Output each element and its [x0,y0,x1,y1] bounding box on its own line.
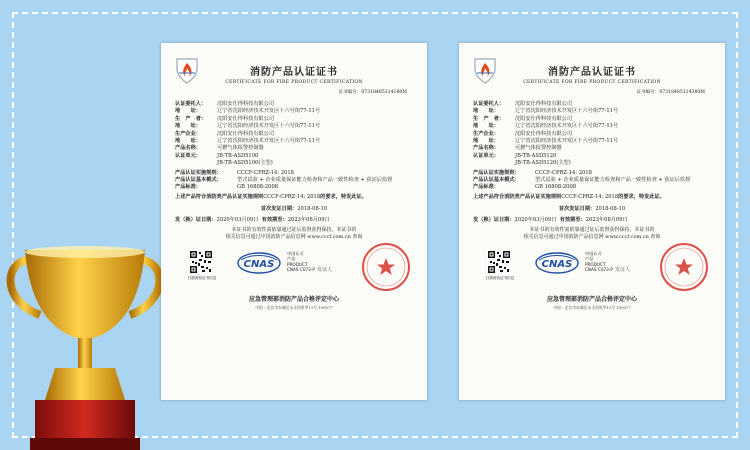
row-value: GB 16808-2008 [237,184,279,191]
row-value: 型式试验 + 企业质量保证能力检查和产品一致性检查 + 获证后监督 [535,177,691,184]
row-value: JB-TB-ASD5120 [515,152,557,159]
row-value: 沈阳安仕得科技有限公司 [515,130,573,137]
qr-code-icon[interactable] [487,250,511,274]
row-value: 沈阳安仕得科技有限公司 [217,115,275,122]
row-value: 辽宁省沈阳经济技术开发区十六号街77-11号 [217,108,321,115]
row-value: 辽宁省沈阳经济技术开发区十六号街77-11号 [515,108,619,115]
row-label: 产品标准： [175,184,201,191]
row-label: 认证单元： [175,152,201,159]
row-label: 生产企业： [175,130,201,137]
validity-note: 本证书的有效性需依靠通过证后监督获得保持。本证书的 相关信息可通过中国消防产品信息网 www.cccf.com.cn 查询 [523,227,661,241]
conclusion-text: 上述产品符合消防类产品认证实施规则CCCF-CPRZ-14: 2018的要求，特发此证。 [175,193,367,200]
validity-note: 本证书的有效性需依靠通过证后监督获得保持。本证书的 相关信息可通过中国消防产品信息网 www.cccf.com.cn 查询 [225,227,363,241]
row-label: 产品标准： [473,184,499,191]
certificate-right [459,43,725,400]
row-value: JB-TB-ASD5120(主型) [515,160,571,167]
first-issue-date: 首次发证日期：2018-08-10 [558,206,626,213]
organization-address: 中国・北京市东城区永丰西里甲11号 100077 [553,304,631,310]
organization-address: 中国・北京市东城区永丰西里甲11号 100077 [255,304,333,310]
certificate-row [175,108,413,115]
certificate-row [175,177,413,184]
issuing-organization: 应急管理部消防产品合格评定中心 [248,295,339,303]
cnas-logo [535,252,579,274]
row-value: CCCF-CPRZ-14: 2018 [237,169,294,176]
row-value: 辽宁省沈阳经济技术开发区十六号街77-11号 [217,138,321,145]
svg-text:CNAS: CNAS [243,258,275,270]
row-label: 认证单元： [473,152,499,159]
certificate-row [473,160,711,167]
issuing-organization: 应急管理部消防产品合格评定中心 [546,295,637,303]
signature: 发证人 [317,266,333,273]
certificate-row [473,131,711,138]
row-label [473,160,515,167]
certificate-subtitle: CERTIFICATE FOR FIRE PRODUCT CERTIFICATION [523,80,661,85]
row-value: CCCF-CPRZ-14: 2018 [535,169,592,176]
row-label: 产品认证实施规则： [473,169,520,176]
row-value: 可燃气体报警控制器 [515,145,562,152]
row-label: 产品认证基本模式： [175,177,222,184]
row-label: 地 址： [473,123,499,130]
row-label: 认证委托人： [473,101,505,107]
row-label: 地 址： [175,123,201,130]
row-label: 认证委托人： [175,101,207,107]
row-label: 生产企业： [473,130,499,137]
certificate-footer [473,248,711,294]
row-value: 辽宁省沈阳经济技术开发区十六号街77-11号 [515,123,619,130]
certificate-row [473,153,711,160]
certificate-row [473,123,711,130]
row-value: 沈阳安仕得科技有限公司 [217,130,275,137]
qr-code-icon[interactable] [189,250,213,274]
row-label: 地 址： [175,108,201,115]
certificate-title: 消防产品认证证书 [548,67,636,78]
issue-dates: 发（换）证日期：2020年03月09日 有效期至：2023年08月09日 [473,217,628,224]
certificate-number: 证书编号：07318485114180M [338,90,407,95]
certificate-row [473,177,711,184]
row-label [175,160,217,167]
qr-code-label: 扫描查验证书信息 [485,275,515,280]
certificate-row [473,108,711,115]
certificate-number: 证书编号：07318485114380M [636,90,705,95]
row-value: GB 16808-2008 [535,184,577,191]
row-label: 地 址： [473,108,499,115]
row-value: 辽宁省沈阳经济技术开发区十六号街77-11号 [515,138,619,145]
row-label: 产品认证实施规则： [175,169,222,176]
certificate-rows [473,101,711,192]
certificate-row [473,145,711,152]
row-label: 生 产 者： [175,115,207,122]
issue-dates: 发（换）证日期：2020年03月09日 有效期至：2023年08月09日 [175,217,330,224]
row-label: 产品名称： [175,145,201,152]
official-seal-icon [361,242,411,292]
fire-emblem-icon [471,55,499,85]
trophy-icon [0,240,170,450]
certificate-row [175,131,413,138]
cnas-logo [237,252,281,274]
official-seal-icon [659,242,709,292]
first-issue-date: 首次发证日期：2018-08-10 [260,206,328,213]
certificate-row [473,170,711,177]
certificate-row [175,184,413,191]
row-value: 沈阳安仕得科技有限公司 [515,101,573,107]
fire-emblem-icon [173,55,201,85]
row-label: 产品名称： [473,145,499,152]
row-value: 沈阳安仕得科技有限公司 [515,115,573,122]
certificate-row [175,160,413,167]
certificate-row [473,184,711,191]
certificate-left [161,43,427,400]
row-value: 可燃气体报警控制器 [217,145,264,152]
certificate-title: 消防产品认证证书 [250,67,338,78]
certificate-row [175,138,413,145]
cnas-text: 中国认可 产品 PRODUCT CNAS C073-P [287,250,315,272]
conclusion-text: 上述产品符合消防类产品认证实施规则CCCF-CPRZ-14: 2018的要求，特发此证。 [473,193,665,200]
signature: 发证人 [615,266,631,273]
certificate-footer [175,248,413,294]
cnas-text: 中国认可 产品 PRODUCT CNAS C073-P [585,250,613,272]
row-label: 地 址： [175,138,201,145]
row-value: 沈阳安仕得科技有限公司 [217,101,275,107]
row-label: 产品认证基本模式： [473,177,520,184]
certificate-row [175,123,413,130]
certificate-rows [175,101,413,192]
svg-text:CNAS: CNAS [541,258,573,270]
certificate-row [473,138,711,145]
qr-code-label: 扫描查验证书信息 [187,275,217,280]
certificate-row [175,153,413,160]
certificate-row [175,145,413,152]
row-value: 辽宁省沈阳经济技术开发区十六号街77-11号 [217,123,321,130]
certificate-row [175,170,413,177]
row-value: JB-TB-ASD5100(主型) [217,160,273,167]
row-value: JB-TB-ASD5100 [217,152,259,159]
row-label: 地 址： [473,138,499,145]
certificate-subtitle: CERTIFICATE FOR FIRE PRODUCT CERTIFICATION [225,80,363,85]
row-label: 生 产 者： [473,115,505,122]
row-value: 型式试验 + 企业质量保证能力检查和产品一致性检查 + 获证后监督 [237,177,393,184]
